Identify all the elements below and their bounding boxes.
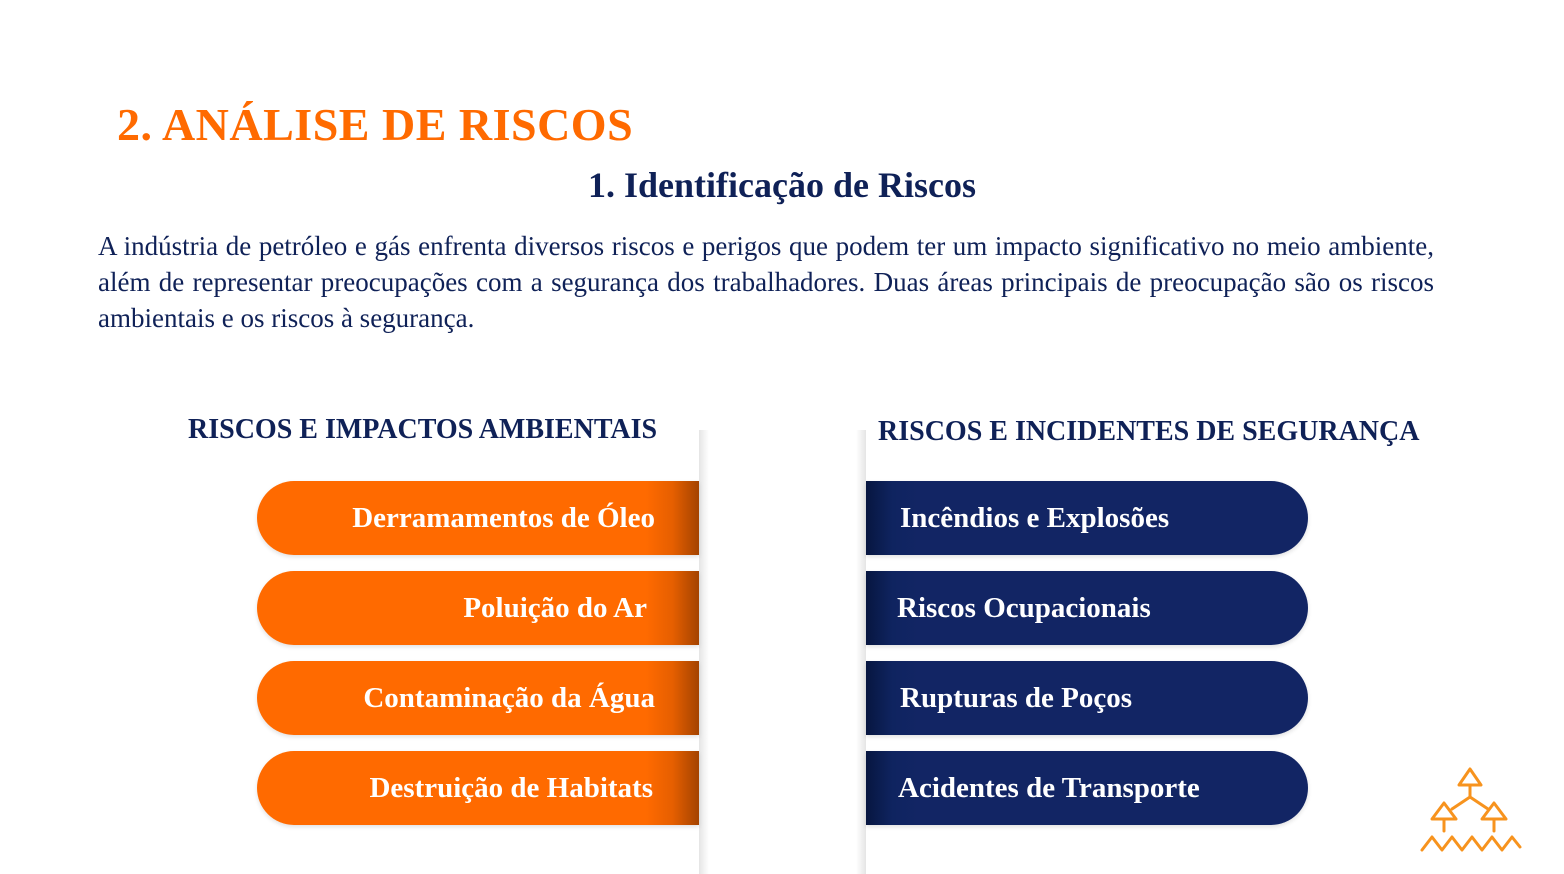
item-label: Destruição de Habitats [369,771,653,804]
triangle-arrows-logo-icon [1418,765,1524,855]
environmental-item-habitat-destruction [257,751,699,825]
safety-item-well-ruptures [866,661,1308,735]
subtitle: 1. Identificação de Riscos [588,165,976,205]
environmental-item-oil-spills [257,481,699,555]
intro-paragraph: A indústria de petróleo e gás enfrenta diversos riscos e perigos que podem ter um impacto significativo no meio ambiente, além de representar preocupações com a segurança dos trabalhadores. Duas áreas principais de preocupação são os riscos ambientais e os riscos à segurança. [98,231,1434,333]
item-label: Riscos Ocupacionais [897,591,1151,624]
environmental-heading: RISCOS E IMPACTOS AMBIENTAIS [188,414,658,445]
safety-item-fires-explosions [866,481,1308,555]
environmental-item-air-pollution [257,571,699,645]
environmental-item-water-contamination [257,661,699,735]
safety-item-occupational-risks [866,571,1308,645]
item-label: Acidentes de Transporte [898,771,1200,804]
left-divider-shadow [699,430,709,874]
safety-heading: RISCOS E INCIDENTES DE SEGURANÇA [878,416,1420,447]
item-label: Poluição do Ar [463,591,647,624]
item-label: Derramamentos de Óleo [352,501,655,534]
safety-item-transport-accidents [866,751,1308,825]
item-label: Incêndios e Explosões [900,501,1170,534]
right-divider-shadow [856,430,866,874]
item-label: Rupturas de Poços [900,681,1133,714]
section-title: 2. ANÁLISE DE RISCOS [117,99,634,150]
item-label: Contaminação da Água [363,681,655,714]
